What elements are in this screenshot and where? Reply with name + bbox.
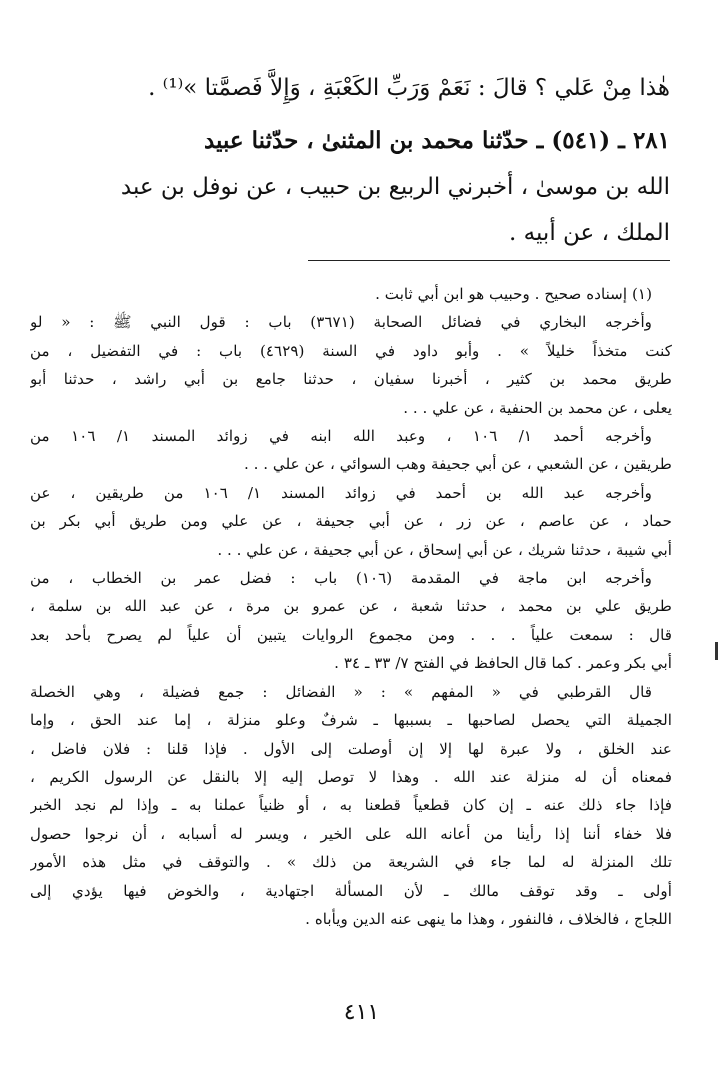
footnote-line: أبي بكر وعمر . كما قال الحافظ في الفتح ٧/ ٣٣ ـ ٣٤ . xyxy=(334,654,672,673)
footnote-line: كنت متخذاً خليلاً » . وأبو داود في السنة (٤٦٢٩) باب : في التفضيل ، من xyxy=(30,341,672,360)
footnote-line: (١) إسناده صحيح . وحبيب هو ابن أبي ثابت . xyxy=(375,285,652,303)
footnote-separator xyxy=(308,260,670,261)
continuation-line xyxy=(30,66,670,110)
footnotes xyxy=(30,280,672,933)
footnote-line: الجميلة التي يحصل لصاحبها ـ بسببها ـ شرفٌ وعلو منزلة ، إما عند الحق ، وإما xyxy=(30,711,672,730)
footnote-line: حماد ، عن عاصم ، عن زر ، عن أبي جحيفة ، عن علي ومن طريق أبي بكر بن xyxy=(30,512,672,531)
text-line: هٰذا مِنْ عَلي ؟ قالَ : نَعَمْ وَرَبِّ الكَعْبَةِ ، وَإِلاَّ فَصمَّتا »⁽¹⁾ . xyxy=(148,75,670,101)
footnote-line: وأخرجه عبد الله بن أحمد في زوائد المسند ١/ ١٠٦ من طريقين ، عن xyxy=(30,483,652,502)
footnote-line: طريق محمد بن كثير ، أخبرنا سفيان ، حدثنا جامع بن أبي راشد ، حدثنا أبو xyxy=(30,370,672,389)
footnote-line: عند الخلق ، ولا عبرة لها إلا إن أوصلت إلى الأول . فإذا قلنا : فلان فاضل ، xyxy=(30,739,672,758)
footnote-line: تلك المنزلة له لما جاء في الشريعة من ذلك » . والتوقف في مثل هذه الأمور xyxy=(30,853,672,872)
footnote-line: وأخرجه البخاري في فضائل الصحابة (٣٦٧١) باب : قول النبي ﷺ : « لو xyxy=(30,313,653,332)
footnote-line: يعلى ، عن محمد بن الحنفية ، عن علي . . . xyxy=(403,398,672,417)
page-number: ٤١١ xyxy=(343,1000,380,1025)
footnote-line: اللجاج ، فالخلاف ، فالنفور ، وهذا ما ينهى عنه الدين ويأباه . xyxy=(305,909,672,928)
footnote-line: وأخرجه ابن ماجة في المقدمة (١٠٦) باب : فضل عمر بن الخطاب ، من xyxy=(30,569,653,588)
footnote-line: قال القرطبي في « المفهم » : « الفضائل : جمع فضيلة ، وهي الخصلة xyxy=(30,682,652,701)
hadith-line-2: الله بن موسىٰ ، أخبرني الربيع بن حبيب ، عن نوفل بن عبد xyxy=(120,174,670,200)
footnote-line: طريق علي بن محمد ، حدثنا شعبة ، عن عمرو بن مرة ، عن عبد الله بن سلمة ، xyxy=(30,597,672,616)
footnote-line: طريقين ، عن الشعبي ، عن أبي جحيفة وهب السوائي ، عن علي . . . xyxy=(243,455,672,474)
hadith-paragraph xyxy=(30,118,670,256)
footnote-line: أولى ـ وقد توقف مالك ـ لأن المسألة اجتهادية ، والخوض فيها يؤدي إلى xyxy=(30,881,672,900)
footnote-line: فإذا جاء ذلك عنه ـ إن كان قطعياً قطعنا به ، أو ظنياً عملنا به ـ وإذا لم نجد الخبر xyxy=(30,796,672,815)
footnote-line: قال : سمعت علياً . . . ومن مجموع الروايات يتبين أن علياً لم يصرح بأحد بعد xyxy=(30,625,672,644)
footnote-line: أبي شيبة ، حدثنا شريك ، عن أبي إسحاق ، عن أبي جحيفة ، عن علي . . . xyxy=(217,540,672,559)
edge-mark xyxy=(715,642,718,660)
footnote-line: وأخرجه أحمد ١/ ١٠٦ ، وعبد الله ابنه في زوائد المسند ١/ ١٠٦ من xyxy=(30,427,652,446)
hadith-line-1: ٢٨١ ـ (٥٤١) ـ حدّثنا محمد بن المثنىٰ ، حدّثنا عبيد xyxy=(203,127,670,154)
hadith-line-3: الملك ، عن أبيه . xyxy=(509,220,670,246)
footnote-line: فلا خفاء أننا إذا رأينا من أعانه الله على الخير ، ويسر له أسبابه ، أن نرجوا حصول xyxy=(30,824,672,843)
footnote-line: فمعناه أن له منزلة عند الله . وهذا لا توصل إليه إلا بالنقل عن الرسول الكريم ، xyxy=(30,767,672,786)
